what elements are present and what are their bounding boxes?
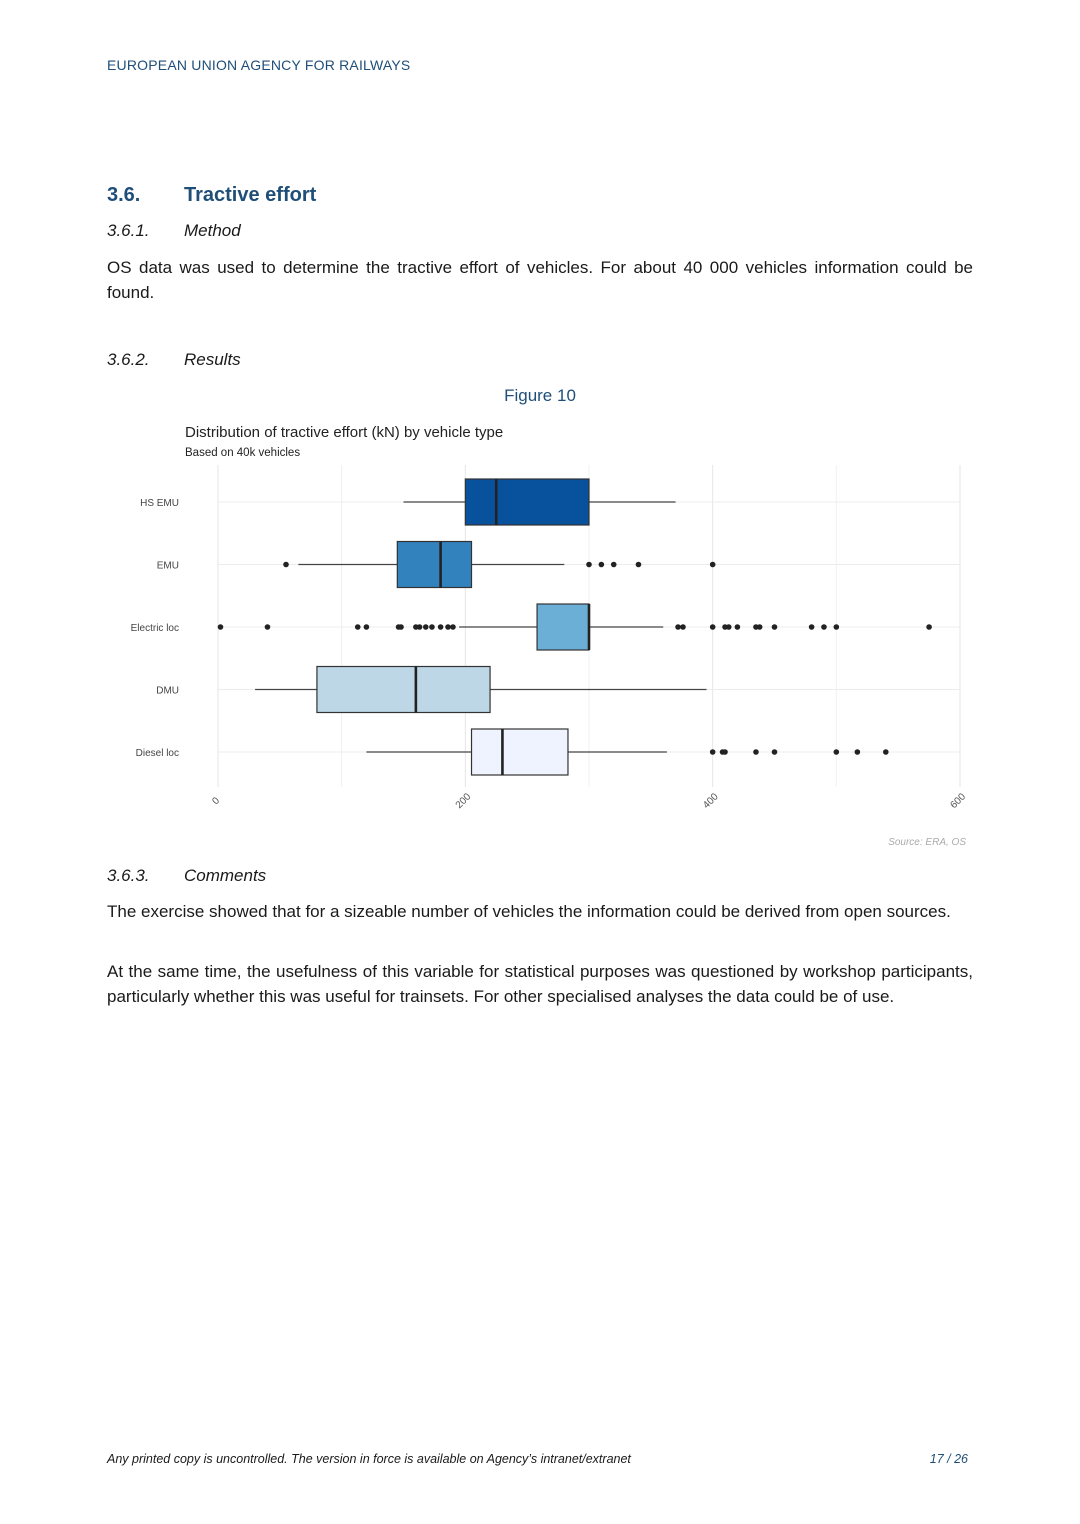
- outlier-point: [722, 749, 728, 755]
- comments-title: Comments: [184, 866, 267, 885]
- outlier-point: [438, 624, 444, 630]
- figure-caption: Figure 10: [504, 386, 576, 405]
- outlier-point: [821, 624, 827, 630]
- x-tick-label: 600: [948, 791, 969, 812]
- chart-source: Source: ERA, OS: [888, 837, 966, 848]
- outlier-point: [675, 624, 681, 630]
- box: [465, 479, 589, 525]
- outlier-point: [586, 562, 592, 568]
- method-text: OS data was used to determine the tractive effort of vehicles. For about 40 000 vehicles information could be found.: [107, 258, 973, 302]
- y-category-label: Diesel loc: [135, 748, 179, 759]
- outlier-point: [757, 624, 763, 630]
- comments-paragraph-1: The exercise showed that for a sizeable number of vehicles the information could be derived from open sources.: [107, 902, 951, 921]
- outlier-point: [710, 624, 716, 630]
- y-category-label: Electric loc: [130, 623, 179, 634]
- outlier-point: [355, 624, 361, 630]
- results-heading: [107, 350, 241, 370]
- outlier-point: [710, 562, 716, 568]
- chart-subtitle: Based on 40k vehicles: [185, 447, 301, 459]
- outlier-point: [772, 624, 778, 630]
- section-heading: [107, 184, 316, 207]
- box: [537, 604, 589, 650]
- page-number: 17 / 26: [929, 1452, 968, 1466]
- box: [397, 542, 471, 588]
- outlier-point: [398, 624, 404, 630]
- outlier-point: [735, 624, 741, 630]
- outlier-point: [726, 624, 732, 630]
- method-title: Method: [184, 221, 241, 240]
- outlier-point: [680, 624, 686, 630]
- outlier-point: [772, 749, 778, 755]
- comments-number: 3.6.3.: [107, 866, 150, 885]
- y-category-label: HS EMU: [140, 498, 179, 509]
- outlier-point: [218, 624, 224, 630]
- outlier-point: [855, 749, 861, 755]
- x-tick-label: 0: [210, 795, 223, 808]
- outlier-point: [265, 624, 271, 630]
- comments-paragraph-2: At the same time, the usefulness of this variable for statistical purposes was questioned by workshop participants, particularly whether this was useful for trainsets. For other specialised analyses the data could be of use.: [107, 962, 973, 1006]
- method-number: 3.6.1.: [107, 221, 150, 240]
- method-heading: [107, 221, 241, 241]
- x-tick-label: 400: [701, 791, 721, 812]
- y-category-label: DMU: [156, 685, 179, 697]
- outlier-point: [753, 749, 759, 755]
- outlier-point: [429, 624, 435, 630]
- outlier-point: [611, 562, 617, 568]
- agency-header: EUROPEAN UNION AGENCY FOR RAILWAYS: [107, 57, 411, 73]
- results-number: 3.6.2.: [107, 350, 150, 369]
- footer-note: Any printed copy is uncontrolled. The version in force is available on Agency’s intranet/extranet: [107, 1452, 631, 1466]
- outlier-point: [834, 749, 840, 755]
- outlier-point: [883, 749, 889, 755]
- box: [317, 667, 490, 713]
- section-number: 3.6.: [107, 184, 141, 206]
- outlier-point: [636, 562, 642, 568]
- outlier-point: [445, 624, 451, 630]
- comments-heading: [107, 866, 266, 886]
- chart-title: Distribution of tractive effort (kN) by vehicle type: [185, 424, 504, 441]
- outlier-point: [710, 749, 716, 755]
- outlier-point: [417, 624, 423, 630]
- section-title: Tractive effort: [184, 184, 317, 206]
- results-title: Results: [184, 350, 241, 369]
- y-category-label: EMU: [156, 560, 179, 572]
- outlier-point: [809, 624, 815, 630]
- outlier-point: [283, 562, 289, 568]
- outlier-point: [599, 562, 605, 568]
- outlier-point: [450, 624, 456, 630]
- outlier-point: [926, 624, 932, 630]
- outlier-point: [364, 624, 370, 630]
- outlier-point: [423, 624, 429, 630]
- box: [472, 729, 568, 775]
- boxplot-chart: [100, 415, 980, 855]
- x-tick-label: 200: [453, 791, 474, 812]
- outlier-point: [834, 624, 840, 630]
